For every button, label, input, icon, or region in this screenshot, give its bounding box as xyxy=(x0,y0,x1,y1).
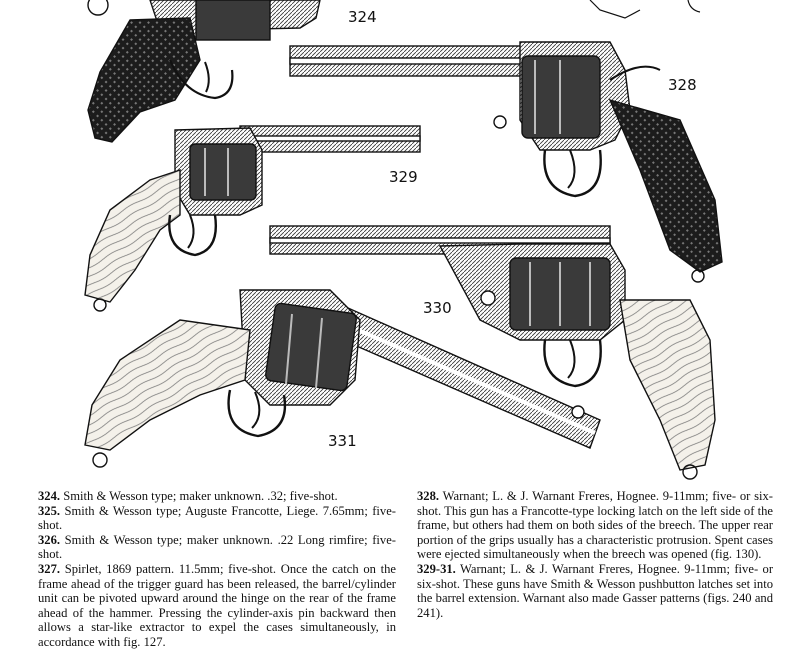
caption-325: 325. Smith & Wesson type; Auguste Francotte, Liege. 7.65mm; five-shot. xyxy=(38,503,396,533)
revolver-329 xyxy=(85,126,420,311)
revolver-324 xyxy=(88,0,320,142)
caption-column-right xyxy=(417,489,773,620)
caption-328: 328. Warnant; L. & J. Warnant Freres, Hognee. 9-11mm; five- or six-shot. This gun has a Francotte-type locking latch on the left side of the frame, but others had them on both sides of the breech. The upper rear portion of the grips usually has a characteristic protrusion. Spent cases were ejected simultaneously when the breech was opened (fig. 130). xyxy=(417,489,773,562)
caption-329-31: 329-31. Warnant; L. & J. Warnant Freres, Hognee. 9-11mm; five- or six-shot. These guns have Smith & Wesson pushbutton latches set into the barrel extension. Warnant also made Gasser patterns (figs. 240 and 241). xyxy=(417,561,774,620)
caption-324: 324. Smith & Wesson type; maker unknown. .32; five-shot. xyxy=(38,489,338,503)
figure-number-330: 330 xyxy=(423,299,452,317)
figure-number-329: 329 xyxy=(389,168,418,186)
figure-number-331: 331 xyxy=(328,432,357,450)
caption-column-left xyxy=(38,489,396,650)
figure-number-324: 324 xyxy=(348,8,377,26)
revolver-fragment-top-right xyxy=(590,0,700,18)
caption-326: 326. Smith & Wesson type; maker unknown. .22 Long rimfire; five-shot. xyxy=(38,532,396,562)
caption-327: 327. Spirlet, 1869 pattern. 11.5mm; five-shot. Once the catch on the frame ahead of the trigger guard has been released, the barrel/cylinder unit can be pivoted upward around the hinge on the rear of the frame ahead of the hammer. Pressing the cylinder-axis pin backward then allows a star-like extractor to expel the cases simultaneously, in accordance with fig. 127. xyxy=(38,561,396,649)
figure-number-328: 328 xyxy=(668,76,697,94)
